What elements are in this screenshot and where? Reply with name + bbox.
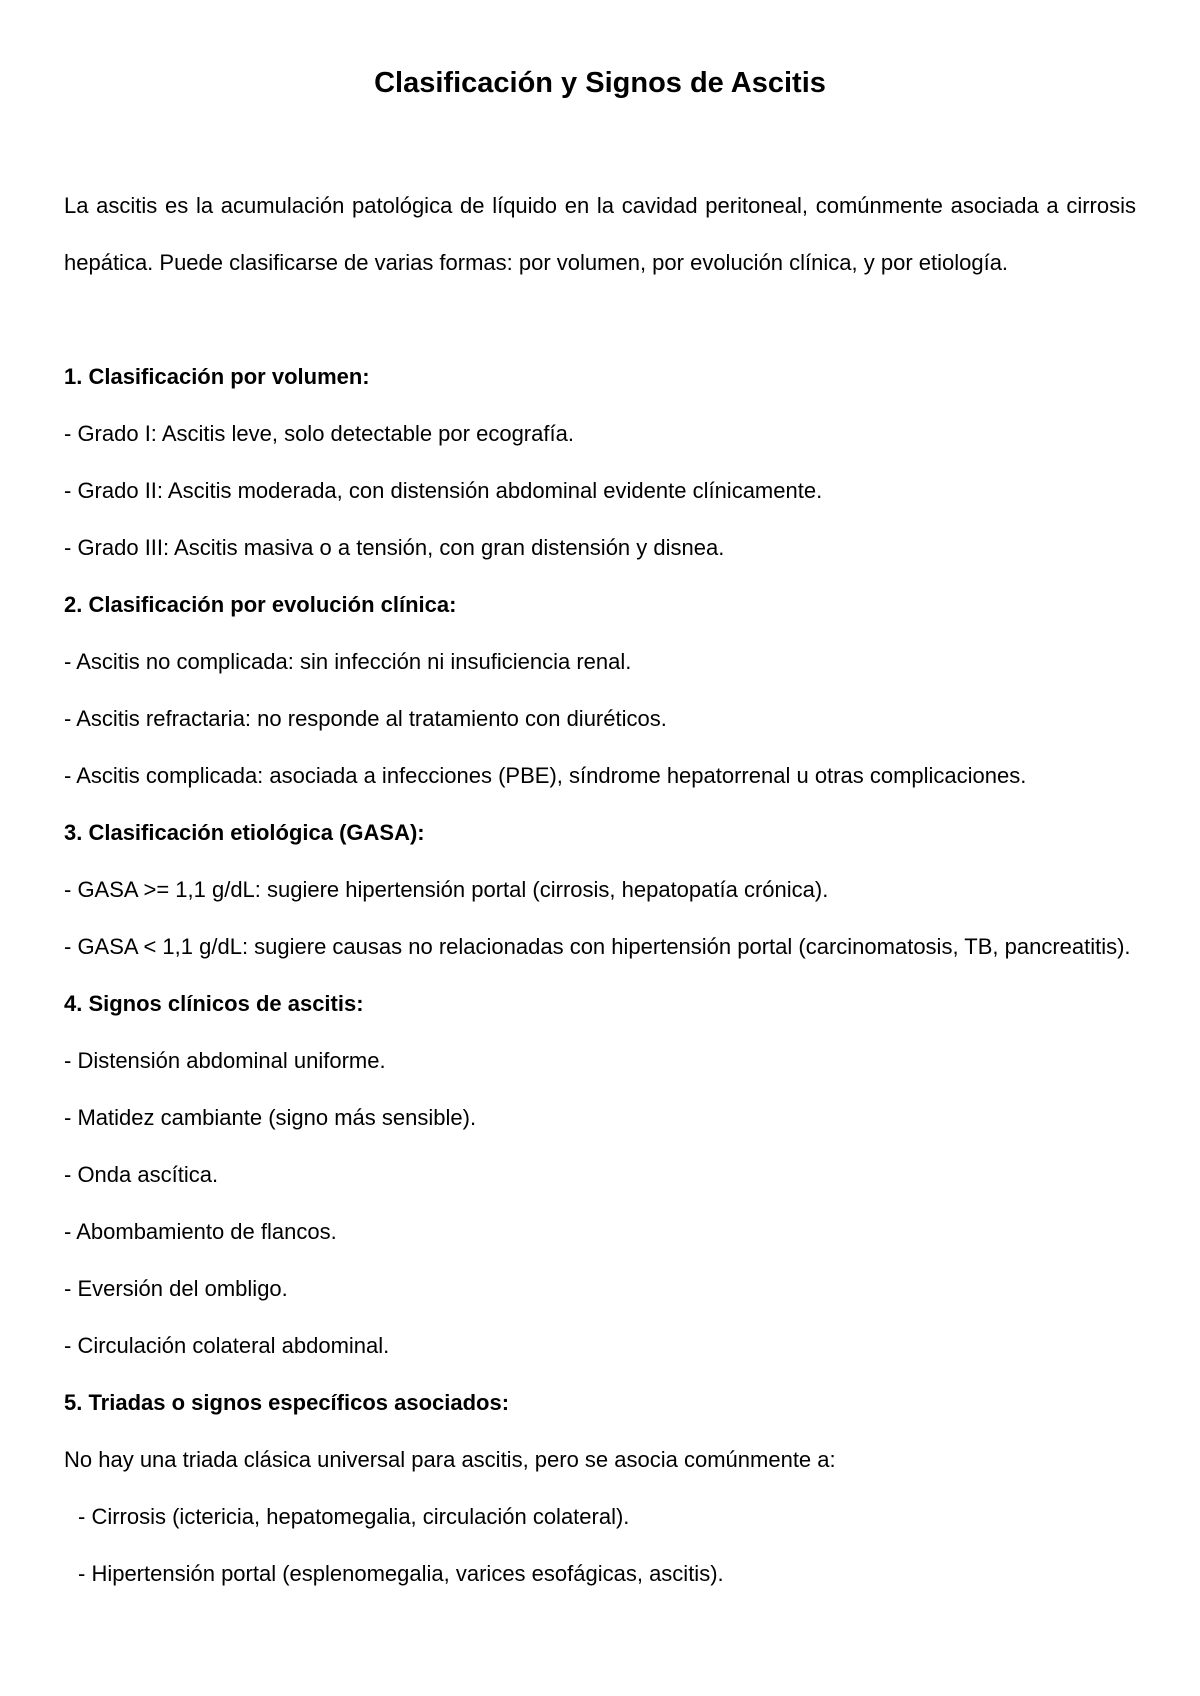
intro-paragraph: La ascitis es la acumulación patológica de líquido en la cavidad peritoneal, comúnmente asociada a cirrosis hepática. Puede clasificarse de varias formas: por volumen, por evolución clínica, y por etiología. <box>64 193 1136 275</box>
list-item: - Grado I: Ascitis leve, solo detectable por ecografía. <box>64 421 574 446</box>
page-title: Clasificación y Signos de Ascitis <box>374 67 826 99</box>
list-item: - Onda ascítica. <box>64 1162 219 1187</box>
list-item: - GASA < 1,1 g/dL: sugiere causas no relacionadas con hipertensión portal (carcinomatosis, TB, pancreatitis). <box>64 934 1131 959</box>
section-heading-signs: 4. Signos clínicos de ascitis: <box>64 991 364 1016</box>
list-item: - Grado II: Ascitis moderada, con distensión abdominal evidente clínicamente. <box>64 478 823 503</box>
section-heading-triads: 5. Triadas o signos específicos asociados: <box>64 1390 510 1415</box>
list-item: - Abombamiento de flancos. <box>64 1219 337 1244</box>
list-item: - Ascitis refractaria: no responde al tratamiento con diuréticos. <box>64 706 667 731</box>
list-item: - Distensión abdominal uniforme. <box>64 1048 386 1073</box>
list-item: - Ascitis no complicada: sin infección ni insuficiencia renal. <box>64 649 632 674</box>
section-lead-text: No hay una triada clásica universal para ascitis, pero se asocia comúnmente a: <box>64 1447 836 1472</box>
list-item: - Ascitis complicada: asociada a infecciones (PBE), síndrome hepatorrenal u otras complicaciones. <box>64 763 1027 788</box>
list-item: - Matidez cambiante (signo más sensible). <box>64 1105 477 1130</box>
list-item: - Circulación colateral abdominal. <box>64 1333 390 1358</box>
section-heading-volume: 1. Clasificación por volumen: <box>64 364 370 389</box>
list-item: - Cirrosis (ictericia, hepatomegalia, circulación colateral). <box>78 1504 630 1529</box>
list-item: - Eversión del ombligo. <box>64 1276 288 1301</box>
list-item: - Hipertensión portal (esplenomegalia, varices esofágicas, ascitis). <box>78 1561 724 1586</box>
section-heading-etiology: 3. Clasificación etiológica (GASA): <box>64 820 425 845</box>
list-item: - Grado III: Ascitis masiva o a tensión, con gran distensión y disnea. <box>64 535 725 560</box>
content-list <box>64 348 1200 1602</box>
list-item: - GASA >= 1,1 g/dL: sugiere hipertensión portal (cirrosis, hepatopatía crónica). <box>64 877 829 902</box>
section-heading-evolution: 2. Clasificación por evolución clínica: <box>64 592 457 617</box>
